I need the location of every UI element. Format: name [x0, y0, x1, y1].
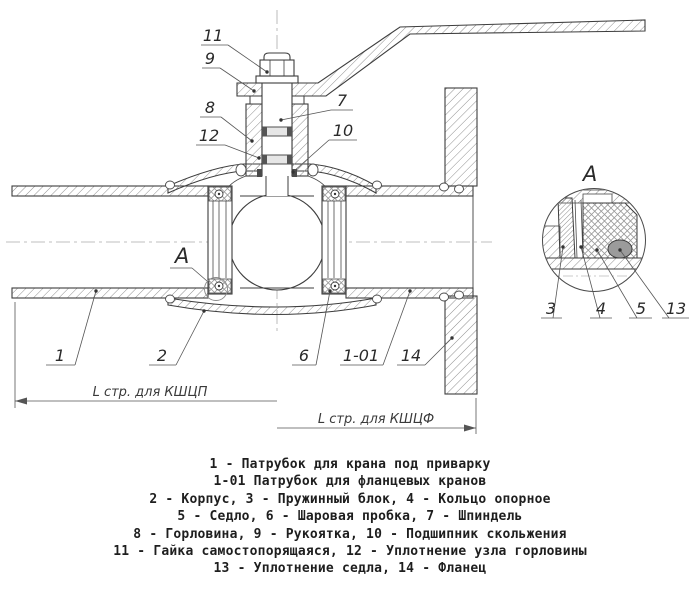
- callout-1: 1: [54, 346, 66, 365]
- flange: [445, 88, 477, 394]
- legend-line: 11 - Гайка самостопорящаяся, 12 - Уплотнение узла горловины: [113, 544, 587, 560]
- legend-line: 5 - Седло, 6 - Шаровая пробка, 7 - Шпиндель: [177, 509, 523, 525]
- dimension-weld-label: L стр. для КШЦП: [92, 385, 208, 400]
- legend-line: 8 - Горловина, 9 - Рукоятка, 10 - Подшипник скольжения: [133, 526, 567, 542]
- flange-upper: [445, 88, 477, 186]
- neck-base-ring: [236, 164, 246, 176]
- seal-ring-end: [262, 155, 267, 164]
- stem-assembly: [257, 83, 297, 177]
- detail-view-title: A: [582, 162, 598, 186]
- detail-support-ring: [583, 194, 612, 203]
- self-locking-nut: [260, 60, 294, 76]
- callout-7: 7: [336, 91, 348, 110]
- handle: [237, 20, 645, 96]
- stem-tang-mask: [266, 176, 288, 196]
- callout-2: 2: [156, 346, 168, 365]
- stem-nut: [256, 53, 298, 83]
- callout-1-01: 1-01: [342, 346, 380, 365]
- body-bottom-shell: [168, 298, 376, 315]
- weld-bead: [166, 295, 175, 303]
- callout-11: 11: [202, 26, 224, 45]
- neck-base-ring: [308, 164, 318, 176]
- detail-spring-block: [558, 198, 575, 258]
- pipe-wall: [12, 288, 208, 298]
- dimension-arrow: [15, 398, 27, 405]
- seat-right: [322, 186, 346, 294]
- callout-13: 13: [665, 299, 687, 318]
- weld-bead: [373, 181, 382, 189]
- slide-bearing: [257, 169, 262, 177]
- callout-10: 10: [332, 121, 354, 140]
- callout-9: 9: [204, 49, 216, 68]
- legend-line: 1-01 Патрубок для фланцевых кранов: [213, 474, 487, 490]
- stem-cap: [264, 53, 290, 60]
- seal-ring-end: [262, 127, 267, 136]
- legend-line: 2 - Корпус, 3 - Пружинный блок, 4 - Кольцо опорное: [149, 491, 551, 507]
- dot: [218, 193, 220, 195]
- dimension-arrow: [464, 425, 476, 432]
- weld-bead: [440, 293, 449, 301]
- callout-12: 12: [198, 126, 220, 145]
- detail-reference-label: A: [174, 244, 190, 268]
- dot: [334, 193, 336, 195]
- neck-wall-left: [246, 104, 262, 176]
- seal-ring-end: [287, 155, 292, 164]
- dot: [334, 285, 336, 287]
- ball-outline: [229, 194, 325, 290]
- callout-8: 8: [204, 98, 216, 117]
- weld-bead: [455, 291, 464, 299]
- seal-ring-end: [287, 127, 292, 136]
- dot: [218, 285, 220, 287]
- parts-legend: [0, 456, 700, 578]
- detail-view-content: [540, 186, 650, 296]
- weld-bead: [373, 295, 382, 303]
- weld-bead: [166, 181, 175, 189]
- weld-bead: [440, 183, 449, 191]
- callout-6: 6: [298, 346, 310, 365]
- legend-line: 13 - Уплотнение седла, 14 - Фланец: [213, 561, 487, 577]
- weld-bead: [455, 185, 464, 193]
- flange-lower: [445, 296, 477, 394]
- legend-line: 1 - Патрубок для крана под приварку: [209, 457, 491, 472]
- callout-3: 3: [545, 299, 557, 318]
- callout-14: 14: [400, 346, 422, 365]
- callout-4: 4: [595, 299, 607, 318]
- washer: [256, 76, 298, 83]
- callout-5: 5: [635, 299, 647, 318]
- dimension-flange-label: L стр. для КШЦФ: [317, 412, 435, 427]
- ball-plug: [226, 176, 328, 290]
